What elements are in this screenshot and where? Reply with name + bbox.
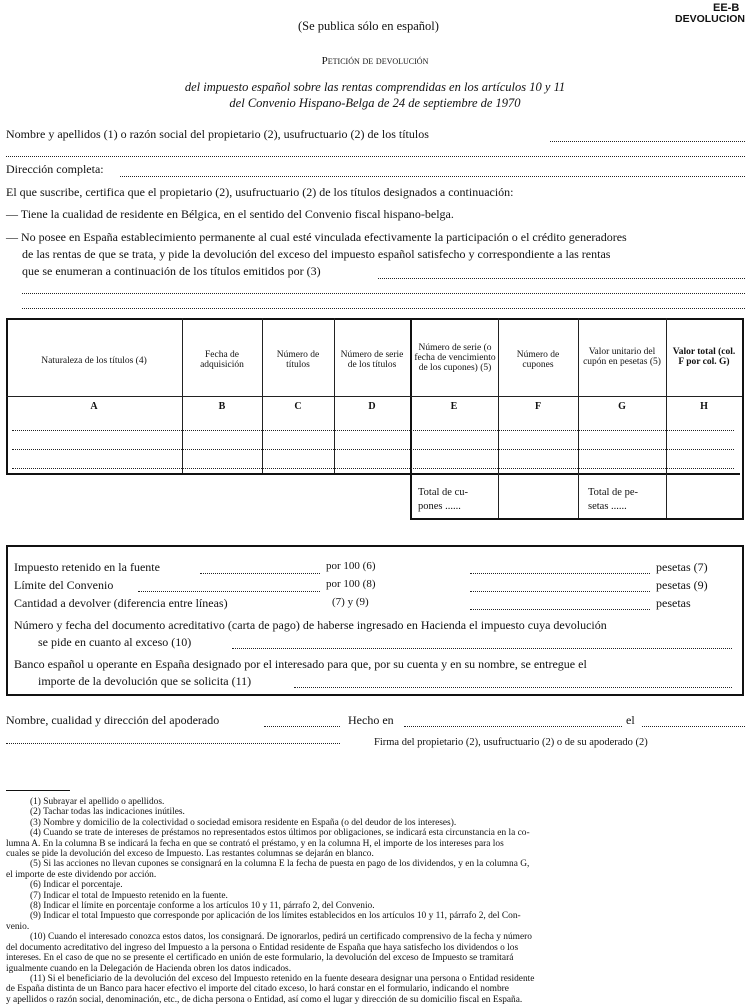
- hecho-date-field[interactable]: [642, 726, 745, 727]
- emisor-field-line3[interactable]: [22, 308, 745, 309]
- apoderado-label: Nombre, cualidad y dirección del apoderado: [6, 713, 220, 727]
- footnote-10-cont: intereses. En el caso de que no se presente el certificado en unión de este formulario, la devolución del exceso de Impuesto se tramitará: [6, 953, 514, 964]
- col-letter-d: D: [368, 401, 376, 412]
- col-letter-h: H: [700, 401, 708, 412]
- footnote-9-cont: venio.: [6, 921, 30, 932]
- table-row[interactable]: [12, 449, 734, 450]
- limite-unit: pesetas (9): [656, 578, 708, 592]
- footnote-2: (2) Tachar todas las indicaciones inútiles.: [30, 807, 185, 818]
- col-letter-b: B: [218, 401, 226, 412]
- col-header-c: Número de títulos: [276, 350, 320, 370]
- footnote-4: (4) Cuando se trate de intereses de préstamos no representados estos últimos por obligaciones, se indicará esta circunstancia en la co-: [30, 828, 530, 839]
- col-header-f: Número de cupones: [516, 350, 560, 370]
- el-label: el: [626, 713, 635, 727]
- banco-label-1: Banco español u operante en España designado por el interesado para que, por su cuenta y en su nombre, se entregue el: [14, 657, 587, 671]
- table-row[interactable]: [12, 468, 734, 469]
- emisor-field-line2[interactable]: [22, 293, 745, 294]
- limite-pct-label: por 100 (8): [326, 578, 376, 590]
- footnote-4-cont: cuales se pide la devolución del exceso de Impuesto. Las restantes columnas se dejarán en blanco.: [6, 849, 374, 860]
- emisor-field[interactable]: [378, 278, 745, 279]
- impuesto-amount-field[interactable]: [470, 573, 650, 574]
- impuesto-label: Impuesto retenido en la fuente: [14, 560, 160, 574]
- documento-label-2: se pide en cuanto al exceso (10): [38, 635, 192, 649]
- table-row[interactable]: [12, 430, 734, 431]
- banco-field[interactable]: [294, 687, 732, 688]
- impuesto-pct-field[interactable]: [200, 573, 320, 574]
- apoderado-field-line2[interactable]: [6, 743, 340, 744]
- documento-label-1: Número y fecha del documento acreditativo (carta de pago) de haberse ingresado en Hacienda el impuesto cuya devolución: [14, 618, 607, 632]
- limite-label: Límite del Convenio: [14, 578, 114, 592]
- col-header-h: Valor total (col. F por col. G): [672, 347, 736, 367]
- hecho-place-field[interactable]: [404, 726, 622, 727]
- footnote-3: (3) Nombre y domicilio de la colectividad o sociedad emisora residente en España (o del deudor de los intereses).: [30, 817, 457, 828]
- documento-field[interactable]: [232, 648, 732, 649]
- cantidad-label: Cantidad a devolver (diferencia entre líneas): [14, 596, 228, 610]
- col-header-a: Naturaleza de los títulos (4): [41, 356, 147, 366]
- apoderado-field[interactable]: [264, 726, 340, 727]
- form-subtitle-1: del impuesto español sobre las rentas comprendidas en los artículos 10 y 11: [184, 80, 566, 94]
- form-code: EE-B: [713, 2, 740, 14]
- titles-table: [6, 318, 742, 518]
- impuesto-pct-label: por 100 (6): [326, 560, 376, 572]
- total-pesetas-label-1: Total de pe-: [588, 487, 638, 498]
- footnote-10: (10) Cuando el interesado conozca estos datos, los consignará. De ignorarlos, pedirá un certificado comprensivo de la fecha y número: [30, 932, 532, 943]
- condition-residence: — Tiene la cualidad de residente en Bélgica, en el sentido del Convenio fiscal hispano-belga.: [6, 207, 454, 221]
- condition-establishment-2: de las rentas de que se trata, y pide la devolución del exceso del impuesto español satisfecho y correspondiente a las rentas: [22, 247, 611, 261]
- footnote-11: (11) Si el beneficiario de la devolución del exceso del Impuesto retenido en la fuente deseara designar una persona o Entidad residente: [30, 973, 535, 984]
- form-code-title: DEVOLUCION: [675, 13, 746, 25]
- cantidad-ref: (7) y (9): [332, 596, 369, 608]
- direccion-field[interactable]: [120, 176, 745, 177]
- col-header-g: Valor unitario del cupón en pesetas (5): [583, 347, 661, 367]
- footnote-10-cont: igualmente cuando en la Delegación de Hacienda obren los datos indicados.: [6, 963, 292, 974]
- footnote-9: (9) Indicar el total Impuesto que corresponde por aplicación de los límites establecidos en los artículos 10 y 11, párrafo 2, del Con-: [30, 911, 521, 922]
- condition-establishment-1: — No posee en España establecimiento permanente al cual esté vinculada efectivamente la participación o el crédito generadores: [6, 230, 627, 244]
- banco-label-2: importe de la devolución que se solicita (11): [38, 674, 252, 688]
- nombre-field-line2[interactable]: [6, 156, 745, 157]
- footnote-separator: [6, 790, 70, 791]
- publication-note: (Se publica sólo en español): [298, 19, 439, 33]
- col-letter-c: C: [294, 401, 302, 412]
- col-letter-a: A: [90, 401, 98, 412]
- footnote-1: (1) Subrayar el apellido o apellidos.: [30, 797, 165, 807]
- form-subtitle-2: del Convenio Hispano-Belga de 24 de septiembre de 1970: [229, 96, 521, 110]
- col-header-e: Número de serie (o fecha de vencimiento de los cupones) (5): [414, 343, 496, 373]
- nombre-field[interactable]: [550, 141, 745, 142]
- total-cupones-label-1: Total de cu-: [418, 487, 468, 498]
- total-cupones-label-2: pones ......: [418, 501, 461, 512]
- footnote-11-cont: y apellidos o razón social, denominación, etc., de dicha persona o Entidad, así como el lugar y dirección de su domicilio fiscal en España.: [6, 994, 523, 1005]
- footnote-8: (8) Indicar el límite en porcentaje conforme a los artículos 10 y 11, párrafo 2, del Convenio.: [30, 901, 375, 912]
- col-letter-e: E: [450, 401, 458, 412]
- footnote-7: (7) Indicar el total de Impuesto retenido en la fuente.: [30, 890, 228, 901]
- footnote-5-cont: el importe de este dividendo por acción.: [6, 869, 157, 880]
- firma-label: Firma del propietario (2), usufructuario (2) o de su apoderado (2): [374, 737, 648, 748]
- nombre-label: Nombre y apellidos (1) o razón social del propietario (2), usufructuario (2) de los títulos: [6, 127, 429, 141]
- limite-amount-field[interactable]: [470, 591, 650, 592]
- form-title: Petición de devolución: [321, 55, 429, 67]
- footnote-11-cont: de España distinta de un Banco para hacer efectivo el importe del citado exceso, lo hará constar en el formulario, indicando el nombre: [6, 984, 509, 995]
- col-letter-g: G: [618, 401, 626, 412]
- hecho-label: Hecho en: [348, 713, 394, 727]
- footnote-6: (6) Indicar el porcentaje.: [30, 880, 123, 891]
- col-header-d: Número de serie de los títulos: [340, 350, 404, 370]
- direccion-label: Dirección completa:: [6, 162, 104, 176]
- col-letter-f: F: [534, 401, 542, 412]
- footnotes: [6, 797, 744, 1005]
- total-pesetas-label-2: setas ......: [588, 501, 627, 512]
- footnote-5: (5) Si las acciones no llevan cupones se consignará en la columna E la fecha de puesta en pago de los dividendos, y en la columna G,: [30, 859, 530, 870]
- col-header-b: Fecha de adquisición: [200, 350, 244, 370]
- cantidad-amount-field[interactable]: [470, 609, 650, 610]
- limite-pct-field[interactable]: [138, 591, 320, 592]
- footnote-10-cont: del documento acreditativo del ingreso del Impuesto a la persona o Entidad residente de España que haya satisfecho los dividendos o los: [6, 942, 519, 953]
- footnote-4-cont: lumna A. En la columna B se indicará la fecha en que se contrató el préstamo, y en la columna H, el importe de los intereses para los: [6, 838, 504, 849]
- certifica-text: El que suscribe, certifica que el propietario (2), usufructuario (2) de los títulos designados a continuación:: [6, 185, 514, 199]
- condition-establishment-3: que se enumeran a continuación de los títulos emitidos por (3): [22, 264, 321, 278]
- cantidad-unit: pesetas: [656, 596, 691, 610]
- impuesto-unit: pesetas (7): [656, 560, 708, 574]
